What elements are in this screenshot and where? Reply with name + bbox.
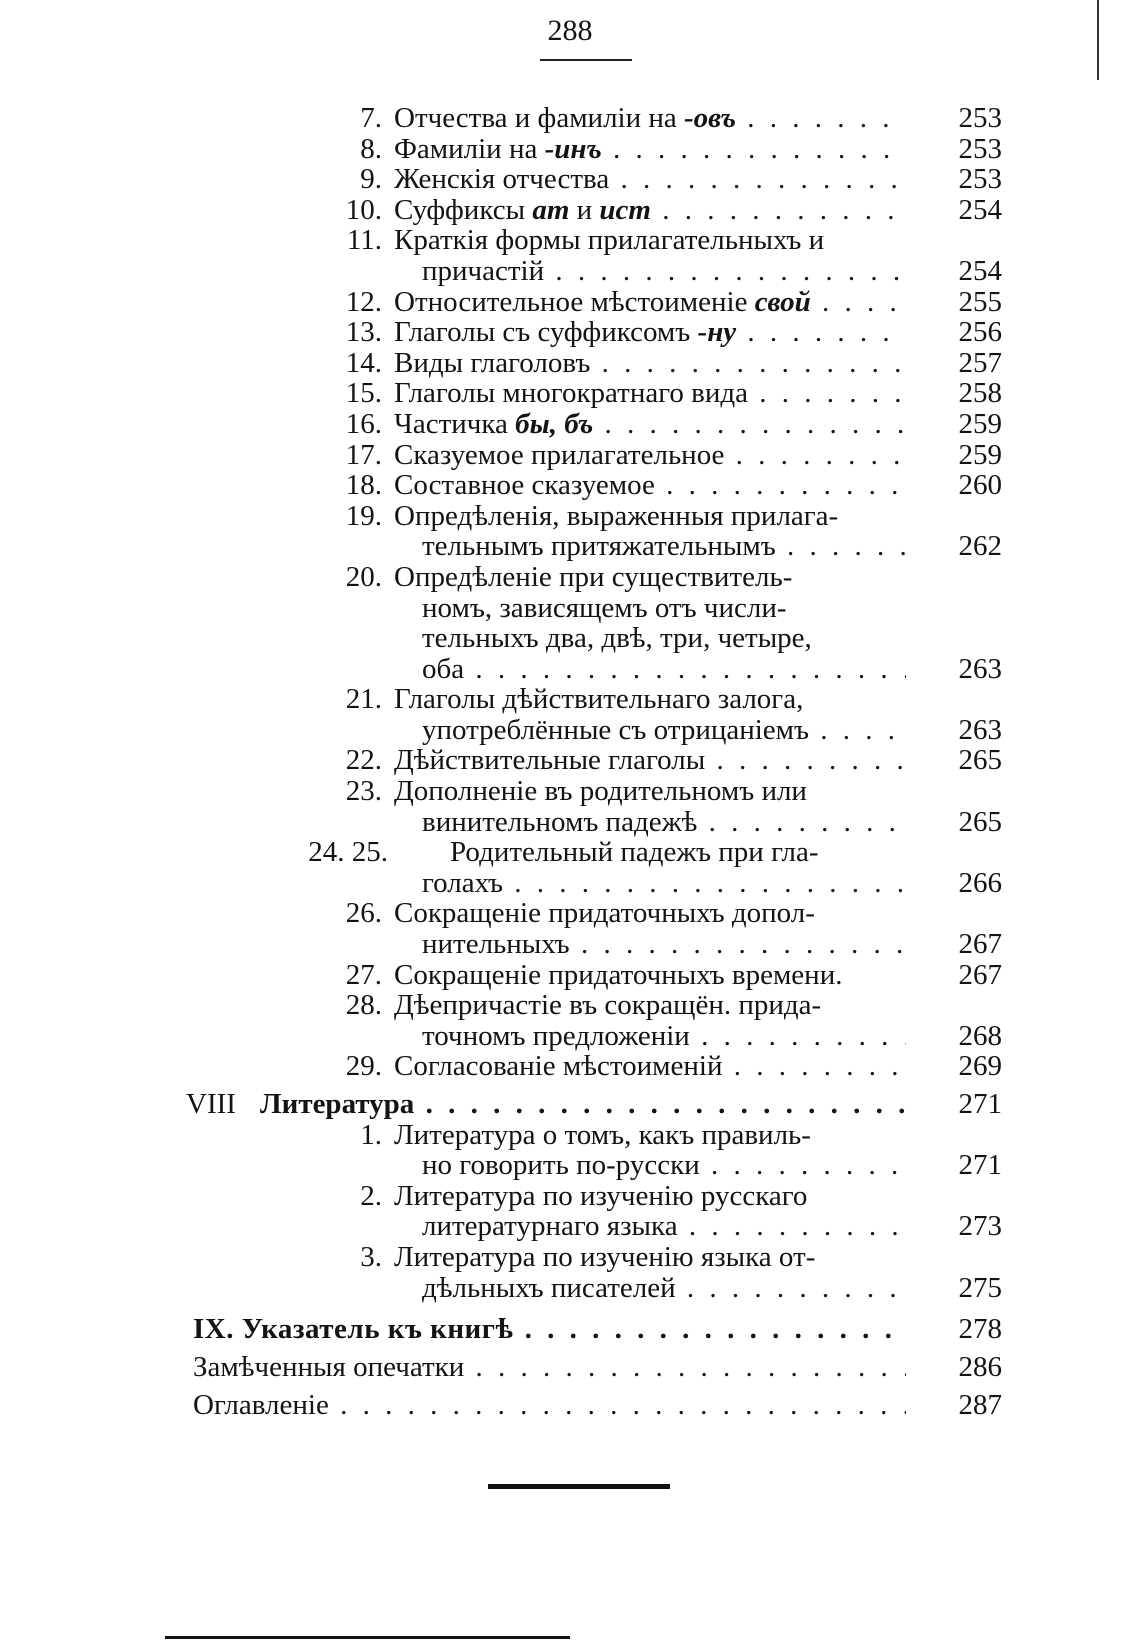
entry-text: но говорить по-русски . . . — [422, 1150, 906, 1181]
entry-number: 26. — [345, 897, 382, 930]
entry-number: 19. — [345, 499, 382, 532]
entry-text: Сказуемое прилагательное . . . — [394, 440, 906, 471]
entry-page: 267 — [958, 928, 1002, 961]
toc-entry — [0, 531, 1140, 562]
entry-page: 267 — [958, 958, 1002, 991]
entry-page: 271 — [958, 1149, 1002, 1182]
entry-page: 254 — [958, 193, 1002, 226]
entry-text: Сокращеніе придаточныхъ времени. — [394, 959, 843, 991]
entry-text: голахъ . . . — [422, 868, 906, 899]
toc-entry — [0, 164, 1140, 195]
entry-page: 253 — [958, 163, 1002, 196]
toc-entry — [0, 317, 1140, 348]
toc-entry — [0, 501, 1140, 532]
entry-number: 1. — [360, 1118, 382, 1151]
entry-number: 24. 25. — [308, 836, 388, 869]
entry-text: Глаголы съ суффиксомъ -ну . . . — [394, 317, 906, 348]
toc-entry — [0, 1150, 1140, 1181]
entry-page: 268 — [958, 1019, 1002, 1052]
toc-entry — [0, 287, 1140, 318]
entry-number: 23. — [345, 775, 382, 808]
right-edge-line — [1097, 0, 1099, 80]
toc-entry — [0, 1211, 1140, 1242]
entry-text: номъ, зависящемъ отъ числи- — [422, 592, 787, 624]
entry-text: Глаголы многократнаго вида . . . — [394, 378, 906, 409]
entry-page: 260 — [958, 469, 1002, 502]
entry-text: дѣльныхъ писателей . . . — [422, 1273, 906, 1304]
toc-entry — [0, 837, 1140, 868]
toc-entry — [0, 684, 1140, 715]
entry-page: 259 — [958, 438, 1002, 471]
toc-entry — [0, 1181, 1140, 1212]
entry-text: Дополненіе въ родительномъ или — [394, 776, 807, 807]
toc-entry — [0, 623, 1140, 654]
toc-entry — [0, 103, 1140, 134]
entry-text: литературнаго языка . . . — [422, 1211, 906, 1242]
toc-entry — [0, 562, 1140, 593]
toc-entry — [0, 929, 1140, 960]
toc-entry — [0, 225, 1140, 256]
entry-text: Составное сказуемое . . . — [394, 470, 906, 501]
section-number: VIII — [186, 1088, 236, 1120]
header-rule — [540, 59, 632, 61]
entry-page: 265 — [958, 744, 1002, 777]
entry-number: 7. — [360, 102, 382, 134]
entry-text: Литература о томъ, какъ правиль- — [394, 1119, 811, 1151]
entry-page: 269 — [958, 1050, 1002, 1083]
entry-number: 10. — [345, 193, 382, 226]
toc-entry — [0, 1021, 1140, 1052]
entry-text: Относительное мѣстоименіе свой . . . — [394, 287, 906, 318]
entry-text: Опредѣленіе при существитель- — [394, 561, 793, 593]
section-title: Литература . . . — [260, 1089, 906, 1120]
entry-page: 263 — [958, 713, 1002, 746]
entry-number: 11. — [346, 224, 382, 257]
entry-number: 28. — [345, 989, 382, 1022]
entry-number: 18. — [345, 469, 382, 502]
entry-text: Сокращеніе придаточныхъ допол- — [394, 898, 815, 930]
toc-entry — [0, 348, 1140, 379]
entry-text: употреблённые съ отрицаніемъ . . . — [422, 715, 906, 746]
page-number: 288 — [547, 14, 593, 47]
toc-entry — [0, 807, 1140, 838]
entry-page: 263 — [958, 652, 1002, 685]
entry-text: Суффиксы ат и ист . . . — [394, 195, 906, 226]
toc-entry — [0, 898, 1140, 929]
entry-number: 12. — [345, 285, 382, 318]
toc-entry — [0, 195, 1140, 226]
entry-page: 254 — [958, 254, 1002, 287]
toc-section-heading — [0, 1089, 1140, 1120]
entry-page: 271 — [958, 1088, 1002, 1120]
entry-text: винительномъ падежѣ . . . — [422, 807, 906, 838]
toc-entry-index — [0, 1310, 1140, 1348]
entry-page: 287 — [958, 1389, 1002, 1422]
entry-number: 29. — [345, 1050, 382, 1083]
toc-entry — [0, 715, 1140, 746]
entry-page: 253 — [958, 132, 1002, 165]
entry-page: 255 — [958, 285, 1002, 318]
entry-page: 265 — [958, 805, 1002, 838]
entry-text: оба . . . — [422, 654, 906, 685]
entry-text: тельнымъ притяжательнымъ . . . — [422, 531, 906, 562]
toc-entry-errata — [0, 1348, 1140, 1386]
entry-text: Родительный падежъ при гла- — [450, 837, 819, 868]
toc-entry — [0, 1120, 1140, 1151]
toc-entry — [0, 256, 1140, 287]
toc-entry — [0, 409, 1140, 440]
entry-text: Отчества и фамиліи на -овъ . . . — [394, 103, 906, 134]
entry-text: Женскія отчества . . . — [394, 164, 906, 195]
toc-entry — [0, 868, 1140, 899]
entry-page: 256 — [958, 316, 1002, 349]
entry-text: Фамиліи на -инъ . . . — [394, 134, 906, 165]
entry-page: 278 — [958, 1313, 1002, 1346]
entry-number: 3. — [360, 1240, 382, 1273]
entry-text: IX. Указатель къ книгѣ . . . — [193, 1310, 906, 1348]
entry-number: 20. — [345, 560, 382, 593]
toc-entry — [0, 1273, 1140, 1304]
toc-entry — [0, 593, 1140, 624]
entry-number: 13. — [345, 316, 382, 349]
entry-page: 259 — [958, 407, 1002, 440]
entry-number: 8. — [360, 132, 382, 165]
entry-text: Опредѣленія, выраженныя прилага- — [394, 500, 839, 532]
toc-entry — [0, 776, 1140, 807]
entry-page: 257 — [958, 346, 1002, 379]
entry-text: Виды глаголовъ . . . — [394, 348, 906, 379]
entry-text: Краткія формы прилагательныхъ и — [394, 225, 825, 256]
entry-page: 253 — [958, 102, 1002, 134]
entry-text: Дѣепричастіе въ сокращён. прида- — [394, 990, 822, 1021]
toc-entry — [0, 470, 1140, 501]
entry-text: Дѣйствительные глаголы . . . — [394, 745, 906, 776]
bottom-rule — [165, 1636, 570, 1639]
toc-entry — [0, 378, 1140, 409]
entry-text: Замѣченныя опечатки . . . — [193, 1348, 906, 1386]
entry-number: 9. — [360, 163, 382, 196]
entry-text: Оглавленіе . . . — [193, 1386, 906, 1424]
entry-page: 258 — [958, 377, 1002, 410]
entry-number: 14. — [345, 346, 382, 379]
entry-page: 286 — [958, 1351, 1002, 1384]
entry-number: 2. — [360, 1179, 382, 1212]
entry-text: Согласованіе мѣстоименій . . . — [394, 1051, 906, 1082]
toc-entry — [0, 440, 1140, 471]
toc-entry — [0, 745, 1140, 776]
entry-number: 22. — [345, 744, 382, 777]
entry-text: Глаголы дѣйствительнаго залога, — [394, 684, 804, 715]
entry-number: 16. — [345, 407, 382, 440]
entry-number: 17. — [345, 438, 382, 471]
entry-text: Литература по изученію русскаго — [394, 1180, 808, 1212]
entry-text: точномъ предложеніи . . . — [422, 1021, 906, 1052]
entry-number: 21. — [345, 683, 382, 716]
entry-page: 275 — [958, 1271, 1002, 1304]
entry-page: 273 — [958, 1210, 1002, 1243]
toc-entry — [0, 654, 1140, 685]
entry-text: нительныхъ . . . — [422, 929, 906, 960]
toc-entry — [0, 134, 1140, 165]
entry-page: 266 — [958, 866, 1002, 899]
entry-text: тельныхъ два, двѣ, три, четыре, — [422, 623, 812, 654]
entry-text: причастій . . . — [422, 256, 906, 287]
entry-text: Частичка бы, бъ . . . — [394, 409, 906, 440]
footer-rule — [488, 1484, 670, 1489]
entry-number: 15. — [345, 377, 382, 410]
toc-entry — [0, 990, 1140, 1021]
toc-entry — [0, 960, 1140, 991]
toc-entry — [0, 1051, 1140, 1082]
entry-page: 262 — [958, 530, 1002, 563]
toc-entry — [0, 1242, 1140, 1273]
toc-entry-contents — [0, 1386, 1140, 1424]
entry-number: 27. — [345, 958, 382, 991]
entry-text: Литература по изученію языка от- — [394, 1241, 816, 1273]
table-of-contents — [0, 103, 1140, 1424]
